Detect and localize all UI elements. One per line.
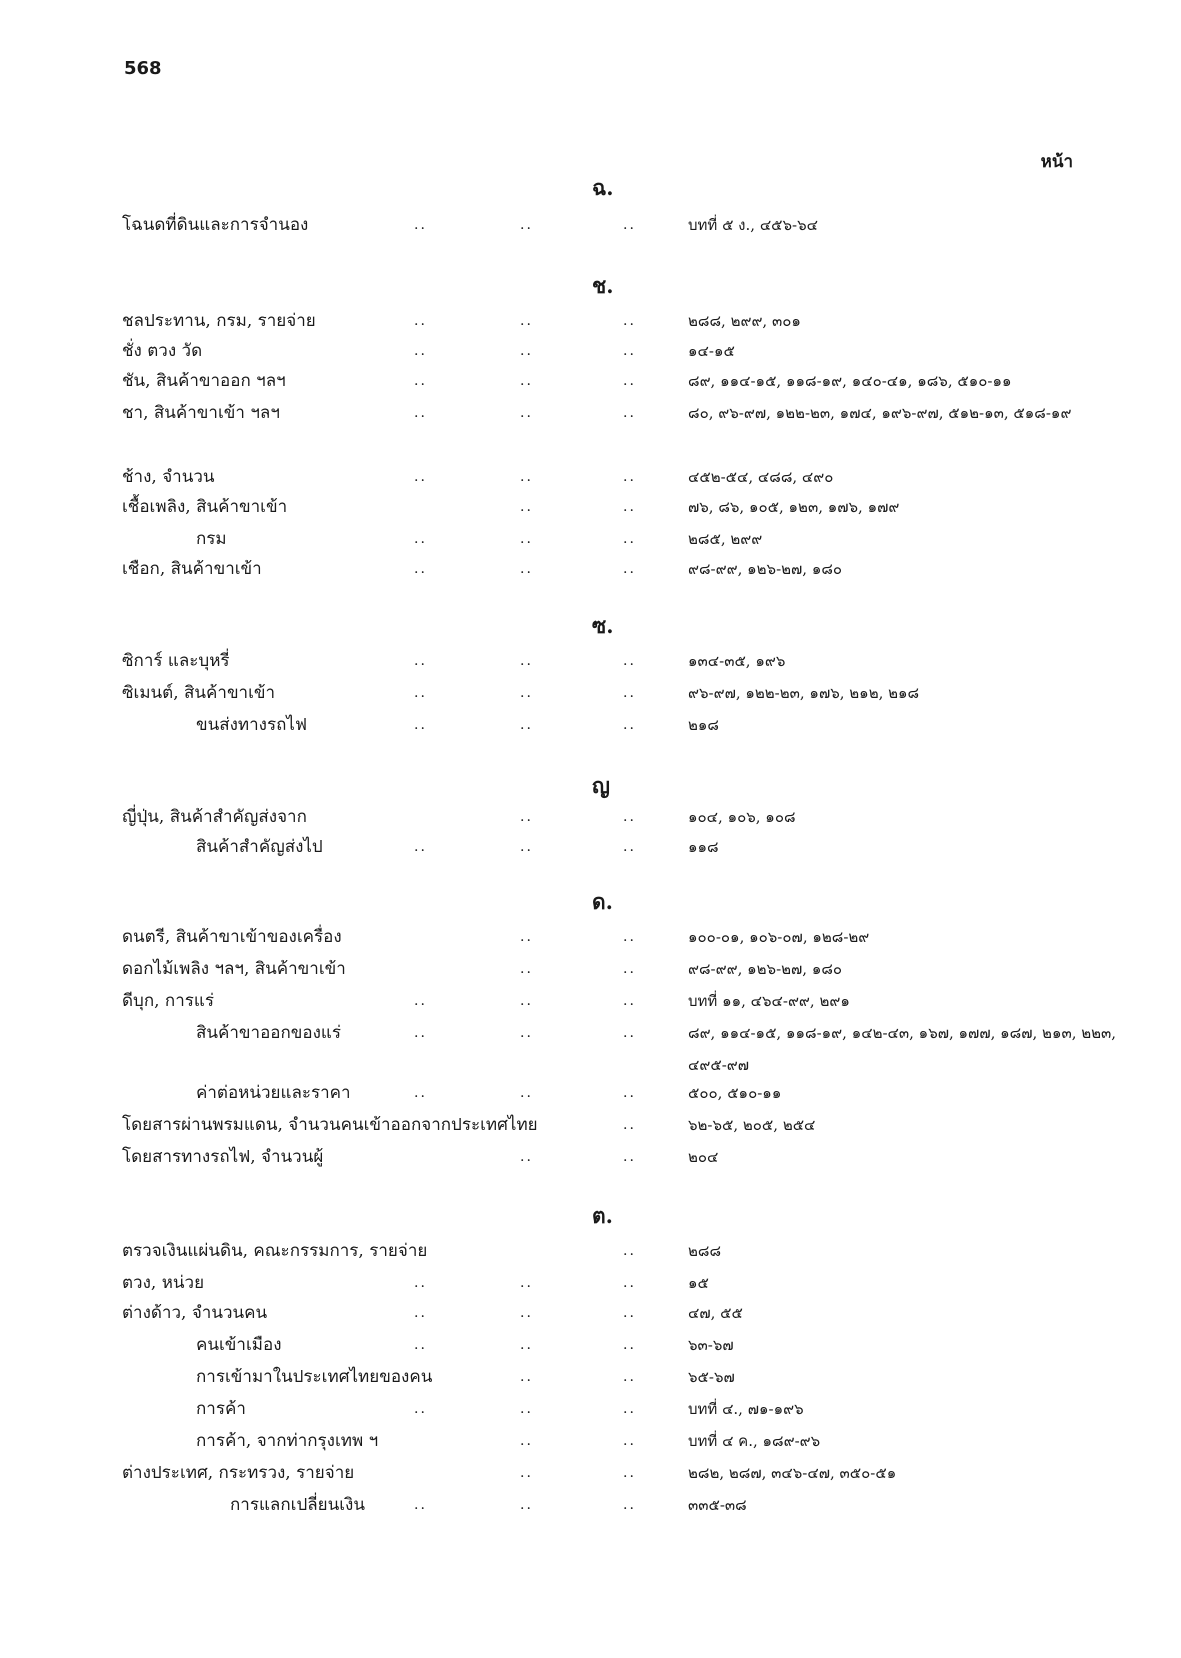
leader-dots: .. [623, 373, 636, 389]
index-term: การแลกเปลี่ยนเงิน [230, 1495, 365, 1515]
leader-dots: .. [414, 531, 427, 547]
leader-dots: .. [623, 1025, 636, 1041]
leader-dots: .. [623, 685, 636, 701]
section-letter: ซ. [592, 613, 614, 638]
index-pages: ๑๐๔, ๑๐๖, ๑๐๘ [688, 808, 796, 826]
index-entry [0, 496, 1181, 526]
section-letter: ฉ. [592, 175, 614, 200]
leader-dots: .. [520, 217, 533, 233]
index-pages: ๒๘๒, ๒๘๗, ๓๔๖-๔๗, ๓๕๐-๕๑ [688, 1464, 897, 1482]
leader-dots: .. [520, 1465, 533, 1481]
leader-dots: .. [623, 1243, 636, 1259]
leader-dots: .. [520, 531, 533, 547]
leader-dots: .. [623, 993, 636, 1009]
leader-dots: .. [520, 1369, 533, 1385]
leader-dots: .. [623, 839, 636, 855]
index-term: ซิการ์ และบุหรี่ [122, 651, 230, 671]
leader-dots: .. [520, 561, 533, 577]
leader-dots: .. [623, 469, 636, 485]
index-entry [0, 1240, 1181, 1270]
leader-dots: .. [623, 561, 636, 577]
index-pages: ๙๘-๙๙, ๑๒๖-๒๗, ๑๘๐ [688, 960, 843, 978]
index-pages: ๑๔-๑๕ [688, 342, 735, 360]
leader-dots: .. [520, 469, 533, 485]
index-term: การเข้ามาในประเทศไทยของคน [196, 1367, 433, 1387]
leader-dots: .. [414, 1275, 427, 1291]
index-term: ชลประทาน, กรม, รายจ่าย [122, 311, 316, 331]
leader-dots: .. [520, 343, 533, 359]
leader-dots: .. [520, 685, 533, 701]
index-term: โดยสารผ่านพรมแดน, จำนวนคนเข้าออกจากประเทศไทย [122, 1115, 538, 1135]
leader-dots: .. [520, 1149, 533, 1165]
leader-dots: .. [520, 1305, 533, 1321]
index-term: ชัน, สินค้าขาออก ฯลฯ [122, 371, 286, 391]
section-letter: ต. [592, 1203, 613, 1228]
leader-dots: .. [414, 1085, 427, 1101]
leader-dots: .. [520, 653, 533, 669]
index-term: เชื้อเพลิง, สินค้าขาเข้า [122, 497, 288, 517]
section-letter: ช. [592, 273, 614, 298]
leader-dots: .. [623, 1085, 636, 1101]
index-term: การค้า, จากท่ากรุงเทพ ฯ [196, 1431, 379, 1451]
index-entry [0, 650, 1181, 680]
index-term: ต่างด้าว, จำนวนคน [122, 1303, 268, 1323]
leader-dots: .. [414, 1497, 427, 1513]
index-entry [0, 558, 1181, 588]
leader-dots: .. [520, 373, 533, 389]
index-pages: ๒๘๕, ๒๙๙ [688, 530, 763, 548]
leader-dots: .. [623, 717, 636, 733]
leader-dots: .. [414, 839, 427, 855]
leader-dots: .. [414, 1401, 427, 1417]
leader-dots: .. [623, 1465, 636, 1481]
index-pages: ๑๑๘ [688, 838, 719, 856]
leader-dots: .. [623, 1149, 636, 1165]
leader-dots: .. [520, 313, 533, 329]
leader-dots: .. [414, 653, 427, 669]
leader-dots: .. [623, 1117, 636, 1133]
index-pages: ๘๙, ๑๑๔-๑๕, ๑๑๘-๑๙, ๑๔๒-๔๓, ๑๖๗, ๑๗๗, ๑๘๗, ๒๑๓, ๒๒๓, ๔๙๕-๙๗ [688, 1024, 1117, 1074]
index-pages: ๓๓๕-๓๘ [688, 1496, 747, 1514]
index-pages: ๘๐, ๙๖-๙๗, ๑๒๒-๒๓, ๑๗๔, ๑๙๖-๙๗, ๕๑๒-๑๓, ๕๑๘-๑๙ [688, 404, 1072, 422]
leader-dots: .. [623, 217, 636, 233]
index-term: โดยสารทางรถไฟ, จำนวนผู้ [122, 1147, 324, 1167]
leader-dots: .. [520, 929, 533, 945]
index-entry [0, 1022, 1181, 1074]
leader-dots: .. [414, 313, 427, 329]
index-entry [0, 714, 1181, 744]
leader-dots: .. [414, 217, 427, 233]
leader-dots: .. [623, 929, 636, 945]
index-pages: ๖๓-๖๗ [688, 1336, 734, 1354]
index-pages: ๒๑๘ [688, 716, 719, 734]
leader-dots: .. [520, 1025, 533, 1041]
leader-dots: .. [414, 561, 427, 577]
index-pages: ๒๘๘ [688, 1242, 722, 1260]
index-term: กรม [196, 529, 227, 549]
leader-dots: .. [623, 1433, 636, 1449]
index-entry [0, 836, 1181, 866]
index-pages: ๔๕๒-๕๔, ๔๘๘, ๔๙๐ [688, 468, 834, 486]
page-number: 568 [124, 58, 162, 79]
index-term: ญี่ปุ่น, สินค้าสำคัญส่งจาก [122, 807, 307, 827]
leader-dots: .. [520, 1401, 533, 1417]
index-entry [0, 402, 1181, 432]
leader-dots: .. [623, 1305, 636, 1321]
index-pages: ๖๕-๖๗ [688, 1368, 735, 1386]
index-entry [0, 958, 1181, 988]
leader-dots: .. [520, 809, 533, 825]
leader-dots: .. [520, 1433, 533, 1449]
index-term: ตวง, หน่วย [122, 1273, 205, 1293]
leader-dots: .. [414, 405, 427, 421]
leader-dots: .. [520, 1337, 533, 1353]
index-term: ซิเมนต์, สินค้าขาเข้า [122, 683, 276, 703]
leader-dots: .. [414, 343, 427, 359]
leader-dots: .. [520, 1085, 533, 1101]
leader-dots: .. [623, 1497, 636, 1513]
index-pages: ๖๒-๖๕, ๒๐๕, ๒๕๔ [688, 1116, 816, 1134]
index-entry [0, 1082, 1181, 1112]
index-term: ดีบุก, การแร่ [122, 991, 214, 1011]
index-entry [0, 214, 1181, 244]
leader-dots: .. [414, 993, 427, 1009]
index-pages: ๒๐๔ [688, 1148, 719, 1166]
index-pages: บทที่ ๔., ๗๑-๑๙๖ [688, 1400, 804, 1418]
leader-dots: .. [623, 809, 636, 825]
index-term: ตรวจเงินแผ่นดิน, คณะกรรมการ, รายจ่าย [122, 1241, 428, 1261]
leader-dots: .. [414, 685, 427, 701]
leader-dots: .. [623, 405, 636, 421]
index-entry [0, 1494, 1181, 1524]
index-pages: ๗๖, ๘๖, ๑๐๕, ๑๒๓, ๑๗๖, ๑๗๙ [688, 498, 900, 516]
index-entry [0, 1398, 1181, 1428]
index-pages: บทที่ ๕ ง., ๔๕๖-๖๔ [688, 216, 818, 234]
leader-dots: .. [520, 961, 533, 977]
page-column-header: หน้า [1040, 152, 1073, 172]
index-term: สินค้าสำคัญส่งไป [196, 837, 323, 857]
leader-dots: .. [520, 405, 533, 421]
index-pages: ๘๙, ๑๑๔-๑๕, ๑๑๘-๑๙, ๑๔๐-๔๑, ๑๘๖, ๕๑๐-๑๑ [688, 372, 1012, 390]
leader-dots: .. [414, 469, 427, 485]
leader-dots: .. [623, 499, 636, 515]
leader-dots: .. [623, 531, 636, 547]
leader-dots: .. [520, 499, 533, 515]
leader-dots: .. [520, 1275, 533, 1291]
leader-dots: .. [520, 1497, 533, 1513]
index-term: ชั่ง ตวง วัด [122, 341, 203, 361]
index-entry [0, 1146, 1181, 1176]
index-entry [0, 370, 1181, 400]
leader-dots: .. [623, 343, 636, 359]
index-pages: บทที่ ๔ ค., ๑๘๙-๙๖ [688, 1432, 821, 1450]
section-letter: ญ [592, 773, 610, 798]
leader-dots: .. [414, 1337, 427, 1353]
leader-dots: .. [623, 313, 636, 329]
index-term: คนเข้าเมือง [196, 1335, 282, 1355]
index-pages: ๒๘๘, ๒๙๙, ๓๐๑ [688, 312, 801, 330]
index-entry [0, 1302, 1181, 1332]
index-term: ขนส่งทางรถไฟ [196, 715, 307, 735]
index-pages: ๕๐๐, ๕๑๐-๑๑ [688, 1084, 782, 1102]
index-term: ดอกไม้เพลิง ฯลฯ, สินค้าขาเข้า [122, 959, 346, 979]
index-pages: ๙๘-๙๙, ๑๒๖-๒๗, ๑๘๐ [688, 560, 843, 578]
leader-dots: .. [520, 717, 533, 733]
index-term: โฉนดที่ดินและการจำนอง [122, 215, 309, 235]
leader-dots: .. [520, 839, 533, 855]
leader-dots: .. [414, 373, 427, 389]
leader-dots: .. [414, 717, 427, 733]
index-pages: ๑๐๐-๐๑, ๑๐๖-๐๗, ๑๒๘-๒๙ [688, 928, 870, 946]
index-term: ช้าง, จำนวน [122, 467, 215, 487]
index-term: ดนตรี, สินค้าขาเข้าของเครื่อง [122, 927, 342, 947]
leader-dots: .. [623, 961, 636, 977]
leader-dots: .. [623, 1369, 636, 1385]
index-pages: ๑๕ [688, 1274, 709, 1292]
index-entry [0, 1462, 1181, 1492]
index-pages: บทที่ ๑๑, ๔๖๔-๙๙, ๒๙๑ [688, 992, 850, 1010]
index-pages: ๙๖-๙๗, ๑๒๒-๒๓, ๑๗๖, ๒๑๒, ๒๑๘ [688, 684, 920, 702]
index-entry [0, 1430, 1181, 1460]
leader-dots: .. [414, 1025, 427, 1041]
leader-dots: .. [623, 653, 636, 669]
leader-dots: .. [520, 993, 533, 1009]
index-entry [0, 990, 1181, 1020]
index-term: สินค้าขาออกของแร่ [196, 1023, 342, 1043]
index-entry [0, 1114, 1181, 1144]
index-pages: ๔๗, ๕๕ [688, 1304, 743, 1322]
index-entry [0, 1334, 1181, 1364]
section-letter: ด. [592, 889, 613, 914]
index-pages: ๑๓๔-๓๕, ๑๙๖ [688, 652, 786, 670]
leader-dots: .. [623, 1337, 636, 1353]
index-entry [0, 682, 1181, 712]
index-term: เชือก, สินค้าขาเข้า [122, 559, 262, 579]
leader-dots: .. [623, 1401, 636, 1417]
leader-dots: .. [623, 1275, 636, 1291]
index-entry [0, 1366, 1181, 1396]
index-term: การค้า [196, 1399, 246, 1419]
index-term: ค่าต่อหน่วยและราคา [196, 1083, 351, 1103]
index-term: ต่างประเทศ, กระทรวง, รายจ่าย [122, 1463, 355, 1483]
index-term: ชา, สินค้าขาเข้า ฯลฯ [122, 403, 280, 423]
leader-dots: .. [414, 1305, 427, 1321]
index-entry [0, 926, 1181, 956]
